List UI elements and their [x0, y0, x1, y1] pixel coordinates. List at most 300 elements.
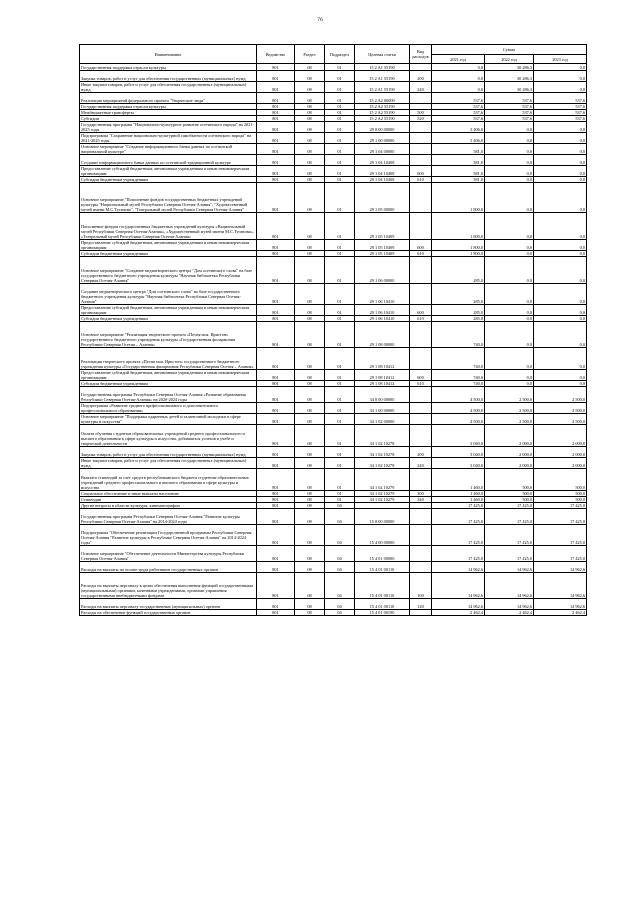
cell-name: Предоставление субсидий бюджетным, автономным учреждениям и иным некоммерческим организациям — [80, 370, 257, 381]
cell-name: Основное мероприятие "Обеспечение деятельности Министерства культуры Республики Северная Осетия-Алания" — [80, 546, 257, 562]
cell-name: Субсидии бюджетным учреждениям — [80, 177, 257, 183]
cell-amount-2022: 0,0 — [485, 166, 534, 177]
cell-amount-2022: 0,0 — [485, 305, 534, 316]
cell-section: 08 — [295, 110, 325, 116]
cell-amount-2022: 537,6 — [485, 110, 534, 116]
cell-name: Предоставление субсидий бюджетным, автономным учреждениям и иным некоммерческим организациям — [80, 305, 257, 316]
cell-name: Субсидии бюджетным учреждениям — [80, 251, 257, 257]
cell-section: 08 — [295, 213, 325, 240]
cell-section: 08 — [295, 562, 325, 573]
cell-amount-2022: 0,0 — [485, 122, 534, 133]
cell-name: Оплата обучения студентов образовательных учреждений среднего профессионального и высшего образования в сфере культуры и искусства, добившихся успехов в учебе и творческой деятельности — [80, 425, 257, 447]
cell-amount-2023: 537,6 — [534, 116, 587, 122]
cell-ministry: 801 — [257, 257, 295, 284]
cell-expense-type: 610 — [410, 177, 432, 183]
cell-subsection: 01 — [325, 240, 355, 251]
cell-target-article: 15 4 01 00110 — [355, 599, 410, 610]
cell-section: 08 — [295, 458, 325, 469]
cell-ministry: 801 — [257, 166, 295, 177]
cell-subsection: 01 — [325, 104, 355, 110]
cell-ministry: 801 — [257, 64, 295, 71]
cell-ministry: 801 — [257, 116, 295, 122]
cell-name: Закупка товаров, работ и услуг для обеспечения государственных (муниципальных) нужд — [80, 71, 257, 82]
cell-ministry: 801 — [257, 122, 295, 133]
cell-amount-2023: 0,0 — [534, 370, 587, 381]
cell-amount-2023: 0,0 — [534, 381, 587, 387]
cell-expense-type — [410, 322, 432, 348]
cell-section: 08 — [295, 491, 325, 497]
cell-amount-2022: 2 000,0 — [485, 458, 534, 469]
cell-name: Основное мероприятие "Создание информационного банка данных по осетинской национальной культуре" — [80, 144, 257, 155]
cell-ministry: 801 — [257, 403, 295, 414]
cell-subsection: 01 — [325, 155, 355, 166]
cell-section: 08 — [295, 284, 325, 305]
cell-section: 08 — [295, 387, 325, 403]
cell-section: 08 — [295, 348, 325, 370]
cell-subsection: 04 — [325, 525, 355, 546]
cell-expense-type — [410, 144, 432, 155]
cell-ministry: 801 — [257, 381, 295, 387]
cell-subsection: 01 — [325, 133, 355, 144]
cell-target-article: 29 1 04 10408 — [355, 155, 410, 166]
cell-name: Реализация творческого проекта «Песня моя. Иристон» государственного бюджетного учреждения культуры «Государственная филармония Республики Северная Осетия – Алания» — [80, 348, 257, 370]
cell-section: 08 — [295, 414, 325, 425]
cell-subsection: 01 — [325, 348, 355, 370]
cell-name: Предоставление субсидий бюджетным, автономным учреждениям и иным некоммерческим организациям — [80, 240, 257, 251]
cell-ministry: 801 — [257, 610, 295, 616]
cell-target-article: 29 1 00 00000 — [355, 133, 410, 144]
cell-expense-type — [410, 610, 432, 616]
cell-amount-2023: 2 500,0 — [534, 403, 587, 414]
cell-ministry: 801 — [257, 509, 295, 525]
cell-name: Социальное обеспечение и иные выплаты населению — [80, 491, 257, 497]
cell-amount-2022: 0,0 — [485, 155, 534, 166]
cell-expense-type — [410, 469, 432, 491]
cell-target-article: 29 1 06 10410 — [355, 284, 410, 305]
cell-target-article: 34 1 02 10279 — [355, 491, 410, 497]
cell-amount-2023: 537,6 — [534, 104, 587, 110]
table-row — [80, 562, 587, 573]
table-row — [80, 144, 587, 155]
cell-amount-2022: 17 425,0 — [485, 503, 534, 509]
cell-expense-type — [410, 414, 432, 425]
cell-name: Государственная программа Республики Северная Осетия-Алания «Развитие образования Республики Северная Осетия-Алания» на 2020-2024 годы — [80, 387, 257, 403]
header-year-2021: 2021 год — [432, 55, 485, 64]
cell-amount-2021: 0,0 — [432, 64, 485, 71]
cell-amount-2022: 0,0 — [485, 240, 534, 251]
cell-target-article: 29 1 06 00000 — [355, 257, 410, 284]
cell-section: 08 — [295, 509, 325, 525]
cell-target-article: 29 1 04 10408 — [355, 177, 410, 183]
cell-amount-2023: 0,0 — [534, 82, 587, 93]
cell-expense-type — [410, 425, 432, 447]
cell-amount-2022: 0,0 — [485, 381, 534, 387]
cell-expense-type: 520 — [410, 116, 432, 122]
cell-ministry: 801 — [257, 144, 295, 155]
table-row — [80, 546, 587, 562]
cell-amount-2023: 0,0 — [534, 213, 587, 240]
cell-name: Создание медиатворческого центра "Дом осетинского слова" на базе государственного бюджетного учреждения культуры "Научная библиотека Республики Северная Осетия-Алания" — [80, 284, 257, 305]
cell-ministry: 801 — [257, 133, 295, 144]
cell-ministry: 801 — [257, 104, 295, 110]
cell-section: 08 — [295, 447, 325, 458]
cell-target-article: 29 0 00 00000 — [355, 122, 410, 133]
cell-target-article: 15 2 A2 55190 — [355, 110, 410, 116]
cell-amount-2022: 0,0 — [485, 133, 534, 144]
cell-section: 08 — [295, 573, 325, 599]
cell-amount-2022: 0,0 — [485, 370, 534, 381]
cell-amount-2023: 0,0 — [534, 251, 587, 257]
cell-target-article: 34 1 00 00000 — [355, 403, 410, 414]
cell-name: Государственная поддержка отрасли культуры — [80, 64, 257, 71]
table-body — [80, 64, 587, 616]
cell-subsection: 01 — [325, 403, 355, 414]
cell-amount-2021: 1 800,0 — [432, 240, 485, 251]
cell-section: 08 — [295, 599, 325, 610]
cell-amount-2023: 2 462,4 — [534, 610, 587, 616]
cell-expense-type: 340 — [410, 497, 432, 503]
cell-name: Выплата стипендий за счет средств республиканского бюджета студентам образовательных учреждений среднего профессионального и высшего образования в сфере культуры и искусства — [80, 469, 257, 491]
cell-amount-2022: 537,6 — [485, 104, 534, 110]
cell-target-article: 29 1 05 00000 — [355, 183, 410, 213]
cell-subsection: 01 — [325, 469, 355, 491]
cell-name: Иные закупки товаров, работ и услуг для обеспечения государственных (муниципальных) нужд — [80, 458, 257, 469]
cell-amount-2021: 537,6 — [432, 116, 485, 122]
cell-ministry: 801 — [257, 491, 295, 497]
header-expense-type: Вид расходов — [410, 45, 432, 64]
cell-subsection: 01 — [325, 116, 355, 122]
cell-target-article: 29 1 08 00000 — [355, 322, 410, 348]
cell-ministry: 801 — [257, 305, 295, 316]
cell-expense-type — [410, 284, 432, 305]
cell-ministry: 801 — [257, 240, 295, 251]
cell-target-article: 34 1 02 10278 — [355, 425, 410, 447]
cell-amount-2022: 0,0 — [485, 316, 534, 322]
cell-ministry: 801 — [257, 93, 295, 104]
table-row — [80, 155, 587, 166]
cell-amount-2023: 0,0 — [534, 64, 587, 71]
cell-ministry: 801 — [257, 284, 295, 305]
cell-ministry: 801 — [257, 213, 295, 240]
cell-expense-type: 200 — [410, 71, 432, 82]
cell-ministry: 801 — [257, 322, 295, 348]
cell-name: Иные закупки товаров, работ и услуг для обеспечения государственных (муниципальных) нужд — [80, 82, 257, 93]
cell-amount-2023: 0,0 — [534, 322, 587, 348]
cell-amount-2023: 0,0 — [534, 122, 587, 133]
cell-amount-2023: 0,0 — [534, 284, 587, 305]
cell-amount-2022: 0,0 — [485, 284, 534, 305]
cell-subsection: 04 — [325, 562, 355, 573]
table-row — [80, 64, 587, 71]
cell-expense-type — [410, 546, 432, 562]
cell-subsection: 01 — [325, 381, 355, 387]
cell-amount-2021: 2 462,4 — [432, 610, 485, 616]
cell-name: Основное мероприятие "Создание медиатворческого центра "Дом осетинского слова" на базе государственного бюджетного учреждения культуры "Научная библиотека Республики Северная Осетия-Алания" — [80, 257, 257, 284]
table-row — [80, 610, 587, 616]
cell-section: 08 — [295, 116, 325, 122]
cell-section: 08 — [295, 610, 325, 616]
cell-ministry: 801 — [257, 562, 295, 573]
cell-target-article: 29 1 08 10412 — [355, 381, 410, 387]
cell-amount-2022: 500,0 — [485, 469, 534, 491]
cell-target-article: 29 1 04 10408 — [355, 166, 410, 177]
cell-expense-type — [410, 122, 432, 133]
cell-subsection: 01 — [325, 497, 355, 503]
cell-name: Государственная поддержка отрасли культуры — [80, 104, 257, 110]
cell-amount-2022: 0,0 — [485, 348, 534, 370]
cell-amount-2021: 14 962,6 — [432, 599, 485, 610]
cell-amount-2023: 0,0 — [534, 166, 587, 177]
cell-amount-2022: 14 962,6 — [485, 599, 534, 610]
cell-expense-type: 500 — [410, 110, 432, 116]
cell-subsection: 01 — [325, 183, 355, 213]
cell-amount-2023: 14 962,6 — [534, 562, 587, 573]
cell-expense-type: 100 — [410, 573, 432, 599]
cell-target-article: 15 0 00 00000 — [355, 509, 410, 525]
cell-name: Создание информационного банка данных по осетинской традиционной культуре — [80, 155, 257, 166]
cell-amount-2023: 0,0 — [534, 257, 587, 284]
cell-section: 08 — [295, 546, 325, 562]
cell-amount-2023: 14 962,6 — [534, 573, 587, 599]
cell-subsection: 01 — [325, 177, 355, 183]
cell-amount-2021: 1 800,0 — [432, 183, 485, 213]
cell-subsection: 01 — [325, 447, 355, 458]
cell-amount-2021: 285,0 — [432, 316, 485, 322]
cell-target-article: 29 1 04 00000 — [355, 144, 410, 155]
cell-ministry: 801 — [257, 503, 295, 509]
cell-subsection: 04 — [325, 599, 355, 610]
cell-amount-2021: 740,0 — [432, 381, 485, 387]
cell-target-article: 15 2 A2 55190 — [355, 104, 410, 110]
cell-ministry: 801 — [257, 155, 295, 166]
cell-amount-2022: 17 425,0 — [485, 525, 534, 546]
cell-amount-2022: 0,0 — [485, 251, 534, 257]
cell-amount-2021: 17 425,0 — [432, 503, 485, 509]
cell-amount-2023: 500,0 — [534, 491, 587, 497]
cell-ministry: 801 — [257, 414, 295, 425]
cell-ministry: 801 — [257, 599, 295, 610]
cell-name: Закупка товаров, работ и услуг для обеспечения государственных (муниципальных) нужд — [80, 447, 257, 458]
cell-expense-type — [410, 387, 432, 403]
table-row — [80, 71, 587, 82]
cell-subsection: 01 — [325, 284, 355, 305]
cell-subsection: 01 — [325, 316, 355, 322]
header-section: Раздел — [295, 45, 325, 64]
cell-amount-2021: 537,6 — [432, 104, 485, 110]
table-row — [80, 469, 587, 491]
cell-amount-2022: 30 286,3 — [485, 82, 534, 93]
table-row — [80, 370, 587, 381]
cell-expense-type: 600 — [410, 240, 432, 251]
table-row — [80, 183, 587, 213]
cell-subsection: 01 — [325, 305, 355, 316]
cell-amount-2022: 537,6 — [485, 93, 534, 104]
cell-name: Подпрограмма «Развитие среднего профессионального и дополнительного профессионального образования» — [80, 403, 257, 414]
cell-section: 08 — [295, 251, 325, 257]
cell-section: 08 — [295, 469, 325, 491]
cell-amount-2021: 17 425,0 — [432, 546, 485, 562]
cell-expense-type: 610 — [410, 316, 432, 322]
cell-expense-type: 200 — [410, 447, 432, 458]
cell-name: Расходы на обеспечение функций государственных органов — [80, 610, 257, 616]
cell-subsection: 04 — [325, 503, 355, 509]
cell-name: Основное мероприятие "Пополнение фондов государственных бюджетных учреждений культуры "Национальный музей Республики Северная Осетия-Алания", "Художественный музей имени М.С.Туганова", "Театральный музей Республики Северная Осетия-Алания" — [80, 183, 257, 213]
cell-amount-2022: 500,0 — [485, 497, 534, 503]
cell-amount-2021: 740,0 — [432, 322, 485, 348]
table-row — [80, 284, 587, 305]
cell-name: Пополнение фондов государственных бюджетных учреждений культуры «Национальный музей Республики Северная Осетия-Алания», «Художественный музей имени М.С.Туганова», «Театральный музей Республики Северная Осетия-Алания» — [80, 213, 257, 240]
cell-amount-2022: 0,0 — [485, 177, 534, 183]
cell-subsection: 01 — [325, 122, 355, 133]
cell-amount-2023: 17 425,0 — [534, 546, 587, 562]
cell-target-article: 15 4 01 00190 — [355, 610, 410, 616]
cell-target-article: 29 1 05 10409 — [355, 240, 410, 251]
cell-target-article: 29 1 05 10409 — [355, 251, 410, 257]
cell-subsection: 01 — [325, 110, 355, 116]
cell-ministry: 801 — [257, 183, 295, 213]
cell-expense-type — [410, 183, 432, 213]
table-row — [80, 458, 587, 469]
cell-amount-2023: 0,0 — [534, 240, 587, 251]
cell-section: 08 — [295, 525, 325, 546]
cell-expense-type: 600 — [410, 166, 432, 177]
cell-section: 08 — [295, 104, 325, 110]
cell-amount-2021: 581,0 — [432, 155, 485, 166]
cell-target-article: 34 0 00 00000 — [355, 387, 410, 403]
cell-subsection: 04 — [325, 573, 355, 599]
cell-amount-2021: 285,0 — [432, 257, 485, 284]
cell-amount-2022: 2 000,0 — [485, 425, 534, 447]
header-year-2023: 2023 год — [534, 55, 587, 64]
header-target-article: Целевая статья — [355, 45, 410, 64]
cell-amount-2021: 581,0 — [432, 166, 485, 177]
cell-subsection: 01 — [325, 64, 355, 71]
table-row — [80, 509, 587, 525]
cell-name: Реализация мероприятий федерального проекта "Творческие люди" — [80, 93, 257, 104]
cell-amount-2023: 2 500,0 — [534, 387, 587, 403]
cell-target-article: 29 1 06 10410 — [355, 305, 410, 316]
header-name: Наименование — [80, 45, 257, 64]
cell-amount-2022: 0,0 — [485, 322, 534, 348]
cell-name: Основное мероприятие "Поддержка одаренных детей и талантливой молодежи в сфере культуры и искусства" — [80, 414, 257, 425]
cell-section: 08 — [295, 166, 325, 177]
cell-amount-2021: 5 406,0 — [432, 133, 485, 144]
cell-expense-type: 300 — [410, 491, 432, 497]
cell-subsection: 01 — [325, 213, 355, 240]
cell-target-article: 15 4 00 00000 — [355, 525, 410, 546]
cell-amount-2022: 2 462,4 — [485, 610, 534, 616]
cell-amount-2022: 0,0 — [485, 183, 534, 213]
cell-ministry: 801 — [257, 110, 295, 116]
cell-name: Предоставление субсидий бюджетным, автономным учреждениям и иным некоммерческим организациям — [80, 166, 257, 177]
cell-amount-2023: 0,0 — [534, 305, 587, 316]
cell-amount-2022: 0,0 — [485, 213, 534, 240]
cell-target-article: 15 4 01 00000 — [355, 546, 410, 562]
cell-target-article: 15 2 A1 55190 — [355, 64, 410, 71]
cell-amount-2021: 1 800,0 — [432, 213, 485, 240]
cell-amount-2022: 537,6 — [485, 116, 534, 122]
cell-name: Межбюджетные трансферты — [80, 110, 257, 116]
cell-amount-2023: 0,0 — [534, 183, 587, 213]
cell-amount-2022: 17 425,0 — [485, 546, 534, 562]
cell-amount-2023: 0,0 — [534, 348, 587, 370]
cell-amount-2021: 740,0 — [432, 370, 485, 381]
cell-amount-2021: 285,0 — [432, 284, 485, 305]
cell-amount-2022: 30 286,3 — [485, 71, 534, 82]
cell-amount-2021: 1 460,0 — [432, 469, 485, 491]
header-ministry: Ведомство — [257, 45, 295, 64]
cell-amount-2021: 17 425,0 — [432, 525, 485, 546]
cell-subsection: 01 — [325, 387, 355, 403]
cell-target-article: 29 1 05 10409 — [355, 213, 410, 240]
cell-target-article: 34 1 02 10278 — [355, 458, 410, 469]
cell-section: 08 — [295, 155, 325, 166]
cell-target-article: 15 2 A2 00000 — [355, 93, 410, 104]
cell-amount-2023: 0,0 — [534, 71, 587, 82]
table-row — [80, 93, 587, 104]
cell-section: 08 — [295, 82, 325, 93]
cell-amount-2021: 4 500,0 — [432, 403, 485, 414]
cell-amount-2023: 2 000,0 — [534, 458, 587, 469]
cell-section: 08 — [295, 425, 325, 447]
cell-expense-type: 240 — [410, 82, 432, 93]
cell-section: 08 — [295, 403, 325, 414]
table-row — [80, 240, 587, 251]
cell-amount-2021: 3 040,0 — [432, 447, 485, 458]
cell-expense-type — [410, 93, 432, 104]
cell-amount-2021: 14 962,6 — [432, 573, 485, 599]
cell-amount-2021: 4 500,0 — [432, 414, 485, 425]
table-row — [80, 305, 587, 316]
cell-amount-2021: 1 460,0 — [432, 491, 485, 497]
cell-amount-2023: 0,0 — [534, 133, 587, 144]
cell-amount-2022: 2 500,0 — [485, 403, 534, 414]
cell-ministry: 801 — [257, 177, 295, 183]
cell-amount-2022: 2 500,0 — [485, 387, 534, 403]
cell-amount-2022: 30 286,3 — [485, 64, 534, 71]
table-row — [80, 257, 587, 284]
cell-section: 08 — [295, 183, 325, 213]
cell-target-article: 29 1 08 10412 — [355, 370, 410, 381]
cell-subsection: 01 — [325, 425, 355, 447]
cell-name: Подпрограмма "Обеспечение реализации Государственной программы Республики Северная Осетия-Алания "Развитие культуры в Республике Северная Осетия-Алания" на 2014-2024 годы" — [80, 525, 257, 546]
header-subsection: Подраздел — [325, 45, 355, 64]
cell-subsection: 01 — [325, 458, 355, 469]
cell-expense-type: 600 — [410, 305, 432, 316]
cell-amount-2021: 5 406,0 — [432, 122, 485, 133]
cell-section: 08 — [295, 144, 325, 155]
table-row — [80, 525, 587, 546]
cell-amount-2021: 285,0 — [432, 305, 485, 316]
cell-ministry: 801 — [257, 469, 295, 491]
cell-subsection: 01 — [325, 491, 355, 497]
cell-amount-2021: 4 500,0 — [432, 387, 485, 403]
cell-expense-type: 610 — [410, 381, 432, 387]
cell-expense-type — [410, 348, 432, 370]
cell-name: Основное мероприятие "Реализация творческого проекта «Песня моя. Иристон» государственного бюджетного учреждения культуры «Государственная филармония Республики Северная Осетия – Алания» — [80, 322, 257, 348]
table-row — [80, 166, 587, 177]
cell-subsection: 01 — [325, 82, 355, 93]
cell-amount-2021: 537,6 — [432, 110, 485, 116]
cell-amount-2023: 537,6 — [534, 110, 587, 116]
cell-amount-2023: 17 425,0 — [534, 525, 587, 546]
cell-target-article: 34 1 02 10279 — [355, 469, 410, 491]
cell-subsection: 01 — [325, 166, 355, 177]
cell-amount-2021: 17 425,0 — [432, 509, 485, 525]
table-row — [80, 425, 587, 447]
cell-target-article: 15 4 01 00110 — [355, 573, 410, 599]
cell-subsection: 01 — [325, 414, 355, 425]
